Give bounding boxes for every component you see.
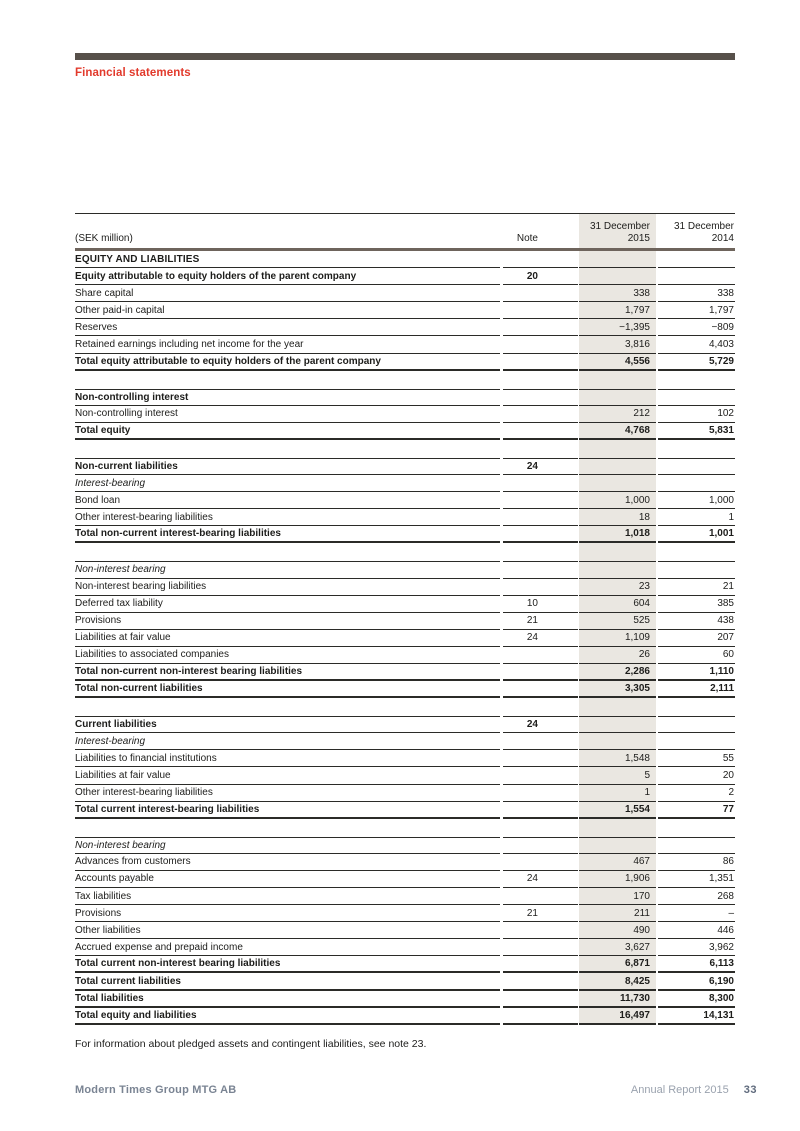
row-label: Non-current liabilities: [75, 458, 500, 475]
row-label: Share capital: [75, 285, 500, 302]
row-value-2015: 4,768: [579, 423, 656, 440]
row-value-2015: 3,305: [579, 681, 656, 698]
row-value-2014: 77: [658, 802, 735, 819]
table-row: [75, 251, 735, 268]
row-label: Liabilities to associated companies: [75, 647, 500, 664]
table-row: [75, 492, 735, 509]
row-value-2014: 60: [658, 647, 735, 664]
row-value-2014: 21: [658, 579, 735, 596]
row-value-2014: 1,797: [658, 302, 735, 319]
table-row: [75, 630, 735, 647]
balance-sheet-table: [75, 213, 735, 1025]
row-value-2015: 212: [579, 406, 656, 423]
row-label: Total current liabilities: [75, 973, 500, 990]
row-value-2015: [579, 268, 656, 285]
row-label: Total equity and liabilities: [75, 1008, 500, 1025]
table-row: [75, 647, 735, 664]
row-note: 20: [503, 268, 578, 285]
row-note: [503, 336, 578, 353]
row-value-2014: 446: [658, 922, 735, 939]
row-value-2015: [579, 837, 656, 854]
table-row: [75, 888, 735, 905]
row-label: Liabilities at fair value: [75, 767, 500, 784]
row-note: [503, 251, 578, 268]
row-note: [503, 406, 578, 423]
column-header-2014-line1: 31 December: [673, 221, 734, 232]
row-note: [503, 750, 578, 767]
row-value-2015: 3,627: [579, 939, 656, 956]
row-label: Non-interest bearing: [75, 561, 500, 578]
table-row: [75, 509, 735, 526]
row-label: Other interest-bearing liabilities: [75, 509, 500, 526]
table-row: [75, 956, 735, 973]
row-value-2014: −809: [658, 319, 735, 336]
table-row: [75, 681, 735, 698]
row-value-2014: [658, 251, 735, 268]
row-label: Other paid-in capital: [75, 302, 500, 319]
row-note: 21: [503, 905, 578, 922]
row-value-2014: 55: [658, 750, 735, 767]
table-row: [75, 785, 735, 802]
row-note: [503, 579, 578, 596]
table-row: [75, 354, 735, 371]
row-value-2014: 385: [658, 596, 735, 613]
row-note: [503, 285, 578, 302]
row-note: [503, 767, 578, 784]
row-note: [503, 733, 578, 750]
row-label: Non-interest bearing liabilities: [75, 579, 500, 596]
table-row: [75, 871, 735, 888]
footnote: For information about pledged assets and contingent liabilities, see note 23.: [75, 1038, 427, 1050]
row-note: 24: [503, 630, 578, 647]
table-row: [75, 750, 735, 767]
row-note: [503, 492, 578, 509]
row-note: [503, 647, 578, 664]
row-label: Accounts payable: [75, 871, 500, 888]
row-label: Interest-bearing: [75, 475, 500, 492]
row-label: Retained earnings including net income for the year: [75, 336, 500, 353]
table-row: [75, 561, 735, 578]
row-label: Interest-bearing: [75, 733, 500, 750]
row-value-2015: 170: [579, 888, 656, 905]
top-rule-bar: [75, 53, 735, 60]
row-label: Total liabilities: [75, 991, 500, 1008]
row-value-2015: 23: [579, 579, 656, 596]
row-value-2014: –: [658, 905, 735, 922]
table-row: [75, 767, 735, 784]
row-value-2015: 6,871: [579, 956, 656, 973]
row-label: Non-interest bearing: [75, 837, 500, 854]
row-note: [503, 939, 578, 956]
column-header-note: Note: [516, 233, 538, 244]
table-row: [75, 716, 735, 733]
row-label: EQUITY AND LIABILITIES: [75, 251, 500, 268]
row-label: Total non-current non-interest bearing liabilities: [75, 664, 500, 681]
row-value-2014: [658, 389, 735, 406]
row-value-2015: 8,425: [579, 973, 656, 990]
row-label: Non-controlling interest: [75, 406, 500, 423]
table-spacer-row: [75, 440, 735, 458]
row-value-2015: 2,286: [579, 664, 656, 681]
table-row: [75, 837, 735, 854]
table-row: [75, 802, 735, 819]
row-value-2014: [658, 716, 735, 733]
row-value-2014: 1,001: [658, 526, 735, 543]
row-note: [503, 389, 578, 406]
row-label: Non-controlling interest: [75, 389, 500, 406]
table-row: [75, 733, 735, 750]
column-header-unit: (SEK million): [75, 233, 133, 244]
row-value-2015: 467: [579, 854, 656, 871]
table-row: [75, 596, 735, 613]
table-row: [75, 406, 735, 423]
row-value-2014: [658, 458, 735, 475]
row-label: Total current interest-bearing liabilities: [75, 802, 500, 819]
table-spacer-row: [75, 819, 735, 837]
table-row: [75, 526, 735, 543]
row-note: [503, 854, 578, 871]
row-value-2014: 6,113: [658, 956, 735, 973]
row-value-2015: [579, 389, 656, 406]
row-value-2015: 3,816: [579, 336, 656, 353]
row-value-2015: 16,497: [579, 1008, 656, 1025]
table-row: [75, 973, 735, 990]
row-note: [503, 423, 578, 440]
row-note: [503, 837, 578, 854]
footer-right: [631, 1084, 757, 1096]
table-row: [75, 285, 735, 302]
row-value-2014: 4,403: [658, 336, 735, 353]
row-note: [503, 475, 578, 492]
row-note: [503, 302, 578, 319]
row-value-2015: 1,554: [579, 802, 656, 819]
row-value-2015: 26: [579, 647, 656, 664]
row-value-2015: 1,018: [579, 526, 656, 543]
table-row: [75, 854, 735, 871]
table-row: [75, 319, 735, 336]
row-label: Accrued expense and prepaid income: [75, 939, 500, 956]
column-header-2014-line2: 2014: [711, 233, 734, 244]
row-value-2015: 525: [579, 613, 656, 630]
row-value-2015: [579, 458, 656, 475]
row-value-2014: [658, 561, 735, 578]
row-label: Provisions: [75, 905, 500, 922]
row-value-2014: 2: [658, 785, 735, 802]
row-value-2015: 1,000: [579, 492, 656, 509]
row-label: Total equity: [75, 423, 500, 440]
row-label: Advances from customers: [75, 854, 500, 871]
row-value-2014: 8,300: [658, 991, 735, 1008]
table-row: [75, 1008, 735, 1025]
row-label: Reserves: [75, 319, 500, 336]
row-note: [503, 991, 578, 1008]
row-value-2014: 207: [658, 630, 735, 647]
table-row: [75, 389, 735, 406]
table-spacer-row: [75, 698, 735, 716]
row-value-2014: 5,729: [658, 354, 735, 371]
row-label: Other interest-bearing liabilities: [75, 785, 500, 802]
row-note: [503, 681, 578, 698]
row-value-2015: 1,906: [579, 871, 656, 888]
table-row: [75, 423, 735, 440]
row-value-2015: [579, 561, 656, 578]
row-value-2015: 1,797: [579, 302, 656, 319]
row-label: Liabilities to financial institutions: [75, 750, 500, 767]
row-value-2014: 1,000: [658, 492, 735, 509]
row-value-2015: 338: [579, 285, 656, 302]
table-row: [75, 905, 735, 922]
row-label: Bond loan: [75, 492, 500, 509]
row-value-2014: 3,962: [658, 939, 735, 956]
table-spacer-row: [75, 543, 735, 561]
row-note: [503, 922, 578, 939]
table-spacer-row: [75, 371, 735, 389]
row-note: 24: [503, 716, 578, 733]
table-row: [75, 268, 735, 285]
table-row: [75, 458, 735, 475]
row-label: Provisions: [75, 613, 500, 630]
row-value-2014: 6,190: [658, 973, 735, 990]
row-value-2015: 604: [579, 596, 656, 613]
row-note: [503, 561, 578, 578]
row-value-2014: 5,831: [658, 423, 735, 440]
row-note: 21: [503, 613, 578, 630]
row-label: Liabilities at fair value: [75, 630, 500, 647]
row-note: [503, 888, 578, 905]
row-label: Total non-current liabilities: [75, 681, 500, 698]
row-label: Tax liabilities: [75, 888, 500, 905]
row-value-2014: 1,351: [658, 871, 735, 888]
row-label: Other liabilities: [75, 922, 500, 939]
row-note: [503, 664, 578, 681]
row-label: Current liabilities: [75, 716, 500, 733]
table-row: [75, 664, 735, 681]
row-value-2015: 4,556: [579, 354, 656, 371]
row-value-2015: [579, 716, 656, 733]
table-row: [75, 991, 735, 1008]
section-heading: Financial statements: [75, 67, 191, 79]
row-value-2015: 1: [579, 785, 656, 802]
row-value-2015: 1,548: [579, 750, 656, 767]
table-body: [75, 251, 735, 1025]
footer-company: Modern Times Group MTG AB: [75, 1084, 237, 1096]
row-value-2014: [658, 268, 735, 285]
row-value-2015: 18: [579, 509, 656, 526]
row-value-2015: 1,109: [579, 630, 656, 647]
row-value-2015: 211: [579, 905, 656, 922]
row-value-2014: 1,110: [658, 664, 735, 681]
row-value-2014: [658, 837, 735, 854]
row-value-2015: [579, 251, 656, 268]
row-note: [503, 956, 578, 973]
footer-report-title: Annual Report 2015: [630, 1084, 729, 1096]
table-row: [75, 613, 735, 630]
row-value-2015: 490: [579, 922, 656, 939]
row-value-2014: 102: [658, 406, 735, 423]
column-header-2014: [658, 214, 735, 248]
row-value-2014: 268: [658, 888, 735, 905]
row-value-2015: −1,395: [579, 319, 656, 336]
row-note: [503, 785, 578, 802]
table-row: [75, 922, 735, 939]
row-note: [503, 509, 578, 526]
row-label: Equity attributable to equity holders of the parent company: [75, 268, 500, 285]
table-row: [75, 579, 735, 596]
table-row: [75, 475, 735, 492]
row-value-2014: 86: [658, 854, 735, 871]
row-label: Total non-current interest-bearing liabilities: [75, 526, 500, 543]
row-note: 24: [503, 871, 578, 888]
table-row: [75, 336, 735, 353]
row-value-2014: [658, 733, 735, 750]
row-value-2014: 438: [658, 613, 735, 630]
row-value-2014: 20: [658, 767, 735, 784]
row-value-2015: 5: [579, 767, 656, 784]
table-header-row: [75, 213, 735, 251]
row-note: [503, 802, 578, 819]
row-note: [503, 1008, 578, 1025]
row-value-2014: 1: [658, 509, 735, 526]
row-label: Total current non-interest bearing liabilities: [75, 956, 500, 973]
row-value-2015: [579, 733, 656, 750]
row-value-2015: [579, 475, 656, 492]
column-header-2015-line1: 31 December: [589, 221, 650, 232]
row-note: [503, 319, 578, 336]
table-row: [75, 302, 735, 319]
row-note: 24: [503, 458, 578, 475]
row-note: [503, 354, 578, 371]
row-note: [503, 973, 578, 990]
row-value-2014: 14,131: [658, 1008, 735, 1025]
row-value-2014: 338: [658, 285, 735, 302]
row-value-2014: 2,111: [658, 681, 735, 698]
row-label: Deferred tax liability: [75, 596, 500, 613]
column-header-2015: [579, 214, 656, 248]
row-note: 10: [503, 596, 578, 613]
row-note: [503, 526, 578, 543]
row-value-2014: [658, 475, 735, 492]
row-value-2015: 11,730: [579, 991, 656, 1008]
footer-page-number: 33: [743, 1084, 757, 1096]
row-label: Total equity attributable to equity holders of the parent company: [75, 354, 500, 371]
table-row: [75, 939, 735, 956]
column-header-2015-line2: 2015: [627, 233, 650, 244]
